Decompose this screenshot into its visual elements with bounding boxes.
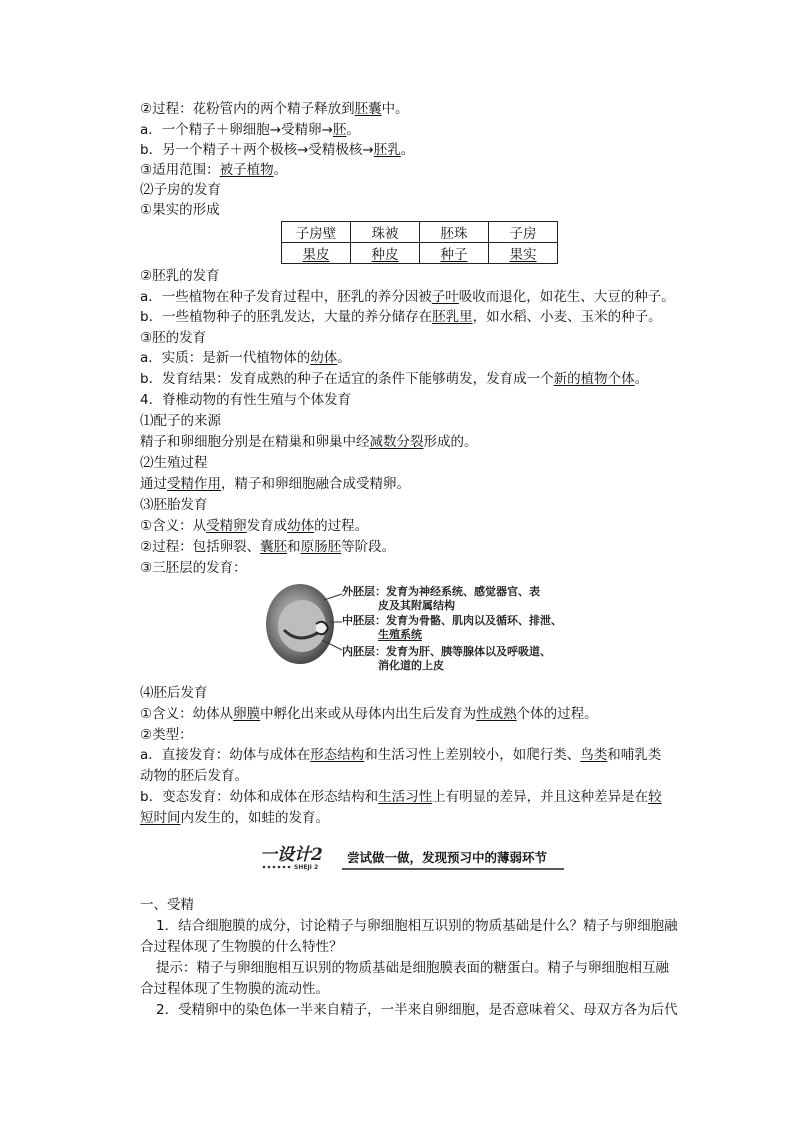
table-cell: 果实 [489, 243, 558, 264]
ectoderm-pointer [324, 594, 342, 600]
table-cell: 子房 [489, 222, 558, 243]
text-line: 动物的胚后发育。 [140, 768, 248, 784]
table-row [282, 222, 558, 243]
text-line: ②过程：花粉管内的两个精子释放到胚囊中。 [140, 101, 409, 117]
text-line: ①含义：幼体从卵膜中孵化出来或从母体内出生后发育为性成熟个体的过程。 [140, 706, 598, 722]
text-line: 合过程体现了生物膜的什么特性？ [140, 939, 343, 955]
endoderm-label: 内胚层：发育为肝、胰等腺体以及呼吸道、 消化道的上皮 [342, 645, 551, 672]
banner-title: 尝试做一做，发现预习中的薄弱环节 [347, 850, 548, 865]
banner-logo-sub: SHEJI 2 [294, 864, 319, 871]
table-cell: 子房壁 [282, 222, 351, 243]
text-line: b．一些植物种子的胚乳发达，大量的养分储存在胚乳里，如水稻、小麦、玉米的种子。 [140, 309, 662, 325]
section-heading: ⑶胚胎发育 [140, 497, 208, 513]
text-line: ②过程：包括卵裂、囊胚和原肠胚等阶段。 [140, 539, 396, 555]
banner-logo: 一设计2 [260, 845, 323, 865]
text-line: b．发育结果：发育成熟的种子在适宜的条件下能够萌发，发育成一个新的植物个体。 [140, 371, 649, 387]
text-line: a．实质：是新一代植物体的幼体。 [140, 350, 351, 366]
section-heading: ⑷胚后发育 [140, 685, 208, 701]
text-line: a．一个精子＋卵细胞→受精卵→胚。 [140, 122, 360, 138]
text-line: 合过程体现了生物膜的流动性。 [140, 981, 329, 997]
ectoderm-label: 外胚层：发育为神经系统、感觉器官、表 皮及其附属结构 [342, 585, 540, 612]
section-heading: 一、受精 [140, 897, 194, 913]
section-heading: ⑵子房的发育 [140, 182, 221, 198]
table-cell: 种皮 [351, 243, 420, 264]
text-line: 2．受精卵中的染色体一半来自精子，一半来自卵细胞，是否意味着父、母双方各为后代 [156, 1002, 678, 1018]
mesoderm-label: 中胚层：发育为骨骼、肌肉以及循环、排泄、 生殖系统 [342, 614, 562, 641]
table-cell: 果皮 [282, 243, 351, 264]
section-heading: ③胚的发育 [140, 330, 207, 346]
text-line: ①含义：从受精卵发育成幼体的过程。 [140, 518, 369, 534]
fruit-formation-table [281, 221, 558, 264]
section-heading: ⑴配子的来源 [140, 413, 221, 429]
section-heading: ②胚乳的发育 [140, 268, 220, 284]
text-line: 通过受精作用，精子和卵细胞融合成受精卵。 [140, 476, 410, 492]
text-line: 提示：精子与卵细胞相互识别的物质基础是细胞膜表面的糖蛋白。精子与卵细胞相互融 [156, 960, 669, 976]
table-row [282, 243, 558, 264]
text-line: ③适用范围：被子植物。 [140, 162, 288, 178]
text-line: b．变态发育：幼体和成体在形态结构和生活习性上有明显的差异，并且这种差异是在较 [140, 789, 662, 805]
section-heading: ①果实的形成 [140, 202, 220, 218]
table-cell: 种子 [420, 243, 489, 264]
section-heading: ⑵生殖过程 [140, 455, 208, 471]
text-line: b．另一个精子＋两个极核→受精极核→胚乳。 [140, 142, 415, 158]
table-cell: 珠被 [351, 222, 420, 243]
text-line: a．一些植物在种子发育过程中，胚乳的养分因被子叶吸收而退化，如花生、大豆的种子。 [140, 289, 675, 305]
section-heading: 4．脊椎动物的有性生殖与个体发育 [140, 392, 352, 408]
text-line: 1．结合细胞膜的成分，讨论精子与卵细胞相互识别的物质基础是什么？精子与卵细胞融 [156, 918, 678, 934]
text-line: 精子和卵细胞分别是在精巢和卵巢中经减数分裂形成的。 [140, 434, 478, 450]
text-line: a．直接发育：幼体与成体在形态结构和生活习性上差别较小，如爬行类、鸟类和哺乳类 [140, 747, 662, 763]
section-heading: ③三胚层的发育： [140, 560, 247, 576]
section-heading: ②类型： [140, 727, 193, 743]
text-line: 短时间内发生的，如蛙的发育。 [140, 810, 329, 826]
table-cell: 胚珠 [420, 222, 489, 243]
